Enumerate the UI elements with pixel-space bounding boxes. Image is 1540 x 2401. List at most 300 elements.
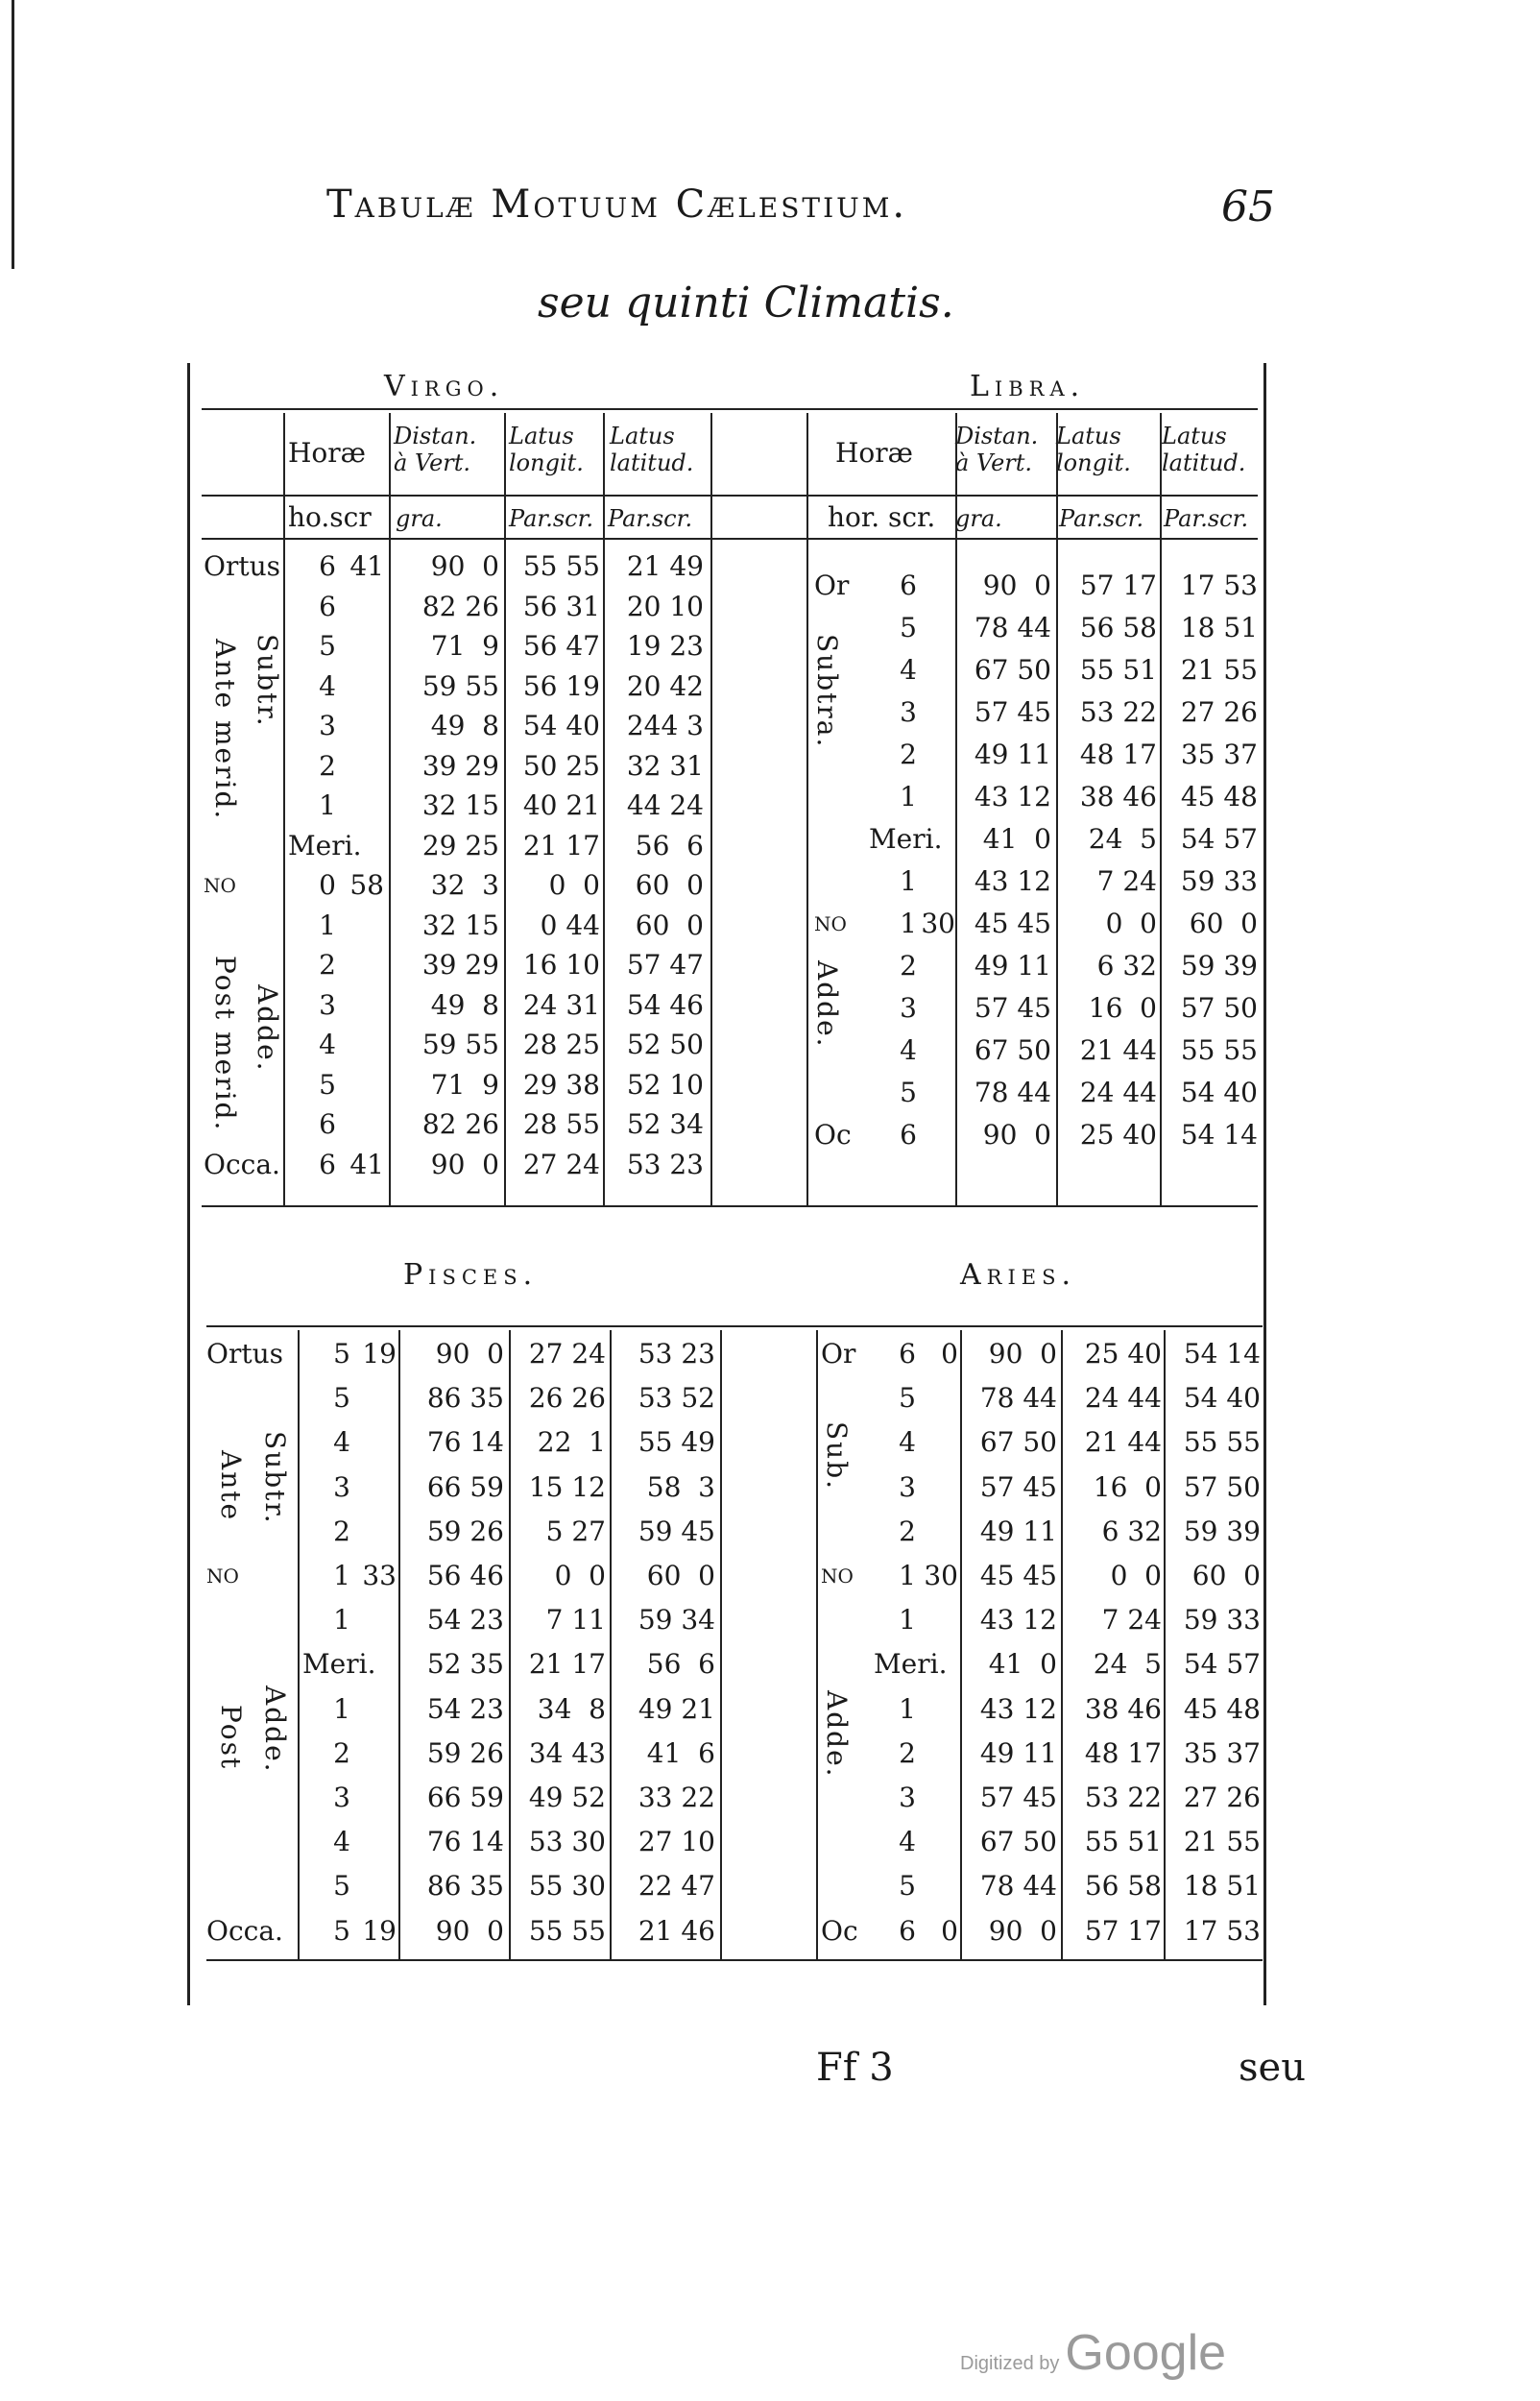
distance-cell: 49 8 [430,710,499,741]
minute-cell: 0 [941,1915,958,1947]
side-label-post: Post [215,1705,247,1771]
vrule-l3 [509,1330,511,1959]
minute-cell: 58 [349,869,384,901]
hour-cell: 4 [333,1426,350,1458]
vrule-l4 [610,1330,612,1959]
latus-latitud-cell: 60 0 [1191,1560,1261,1591]
distance-cell: 90 0 [435,1915,504,1947]
distance-cell: 32 3 [430,869,499,901]
latus-latitud-cell: 20 42 [626,670,704,702]
unit-gra-left: gra. [396,505,443,532]
distance-cell: 86 35 [426,1382,504,1414]
distance-cell: 54 23 [426,1604,504,1636]
hour-cell: 3 [900,696,917,728]
latus-latitud-cell: 32 31 [626,750,704,782]
hour-cell: 1 [899,1560,916,1591]
latus-latitud-cell: 58 3 [646,1471,715,1503]
page-number: 65 [1221,182,1275,231]
hour-cell: 5 [333,1338,350,1370]
distance-cell: 90 0 [988,1338,1057,1370]
hour-cell: 5 [319,1069,336,1101]
hour-cell: 5 [333,1382,350,1414]
col-longit-right: Latus longit. [1056,423,1131,476]
latus-longit-cell: 55 55 [522,550,600,582]
hour-cell: 4 [319,1029,336,1060]
hour-cell: 5 [333,1870,350,1902]
latus-longit-cell: 25 40 [1084,1338,1162,1370]
distance-cell: 49 11 [974,739,1051,770]
rule-top [202,408,1258,410]
latus-longit-cell: 50 25 [522,750,600,782]
distance-cell: 90 0 [430,1149,499,1180]
latus-latitud-cell: 45 48 [1183,1693,1261,1725]
latus-longit-cell: 24 31 [522,989,600,1021]
col-horae-left: Horæ [288,437,366,469]
latus-latitud-cell: 52 10 [626,1069,704,1101]
hour-cell: 2 [900,950,917,982]
row-label: Ortus [206,1338,283,1370]
hour-cell: 1 [319,789,336,821]
distance-cell: 41 0 [988,1648,1057,1680]
hour-cell: 4 [319,670,336,702]
latus-latitud-cell: 60 0 [635,909,704,941]
latus-longit-cell: 53 30 [528,1826,606,1857]
distance-cell: 52 35 [426,1648,504,1680]
minute-cell: 0 [941,1338,958,1370]
latus-latitud-cell: 60 0 [1189,908,1258,939]
hour-cell: 5 [333,1915,350,1947]
rule-header [202,495,1258,497]
hour-cell: Meri. [874,1648,948,1680]
latus-longit-cell: 55 55 [528,1915,606,1947]
vrule-u1 [283,413,285,1205]
latus-latitud-cell: 59 33 [1180,865,1258,897]
hour-cell: 5 [899,1870,916,1902]
latus-longit-cell: 55 51 [1079,654,1157,686]
distance-cell: 76 14 [426,1426,504,1458]
vrule-l7 [960,1330,962,1959]
catchword: seu [1239,2046,1306,2090]
distance-cell: 49 11 [979,1737,1057,1769]
rule-lower-top [206,1325,1263,1327]
latus-latitud-cell: 57 47 [626,949,704,981]
latus-longit-cell: 24 5 [1088,823,1157,855]
row-label: NO [204,874,236,897]
latus-longit-cell: 0 0 [1110,1560,1162,1591]
latus-longit-cell: 56 31 [522,591,600,622]
latus-latitud-cell: 54 40 [1183,1382,1261,1414]
distance-cell: 76 14 [426,1826,504,1857]
vrule-l6 [816,1330,818,1959]
latus-longit-cell: 24 5 [1093,1648,1162,1680]
running-title: Tabulæ Motuum Cælestium. [326,182,908,227]
latus-latitud-cell: 35 37 [1183,1737,1261,1769]
vrule-l1 [298,1330,300,1959]
latus-longit-cell: 57 17 [1079,570,1157,601]
latus-latitud-cell: 55 49 [638,1426,715,1458]
side-label-sub: Sub. [821,1421,853,1492]
hour-cell: 1 [333,1560,350,1591]
latus-longit-cell: 25 40 [1079,1119,1157,1151]
latus-longit-cell: 34 8 [537,1693,606,1725]
row-label: Occa. [206,1915,283,1947]
latus-longit-cell: 21 17 [522,830,600,861]
hour-cell: 2 [899,1737,916,1769]
latus-latitud-cell: 27 26 [1183,1782,1261,1813]
latus-longit-cell: 0 0 [548,869,600,901]
sign-title-virgo: Virgo. [384,370,505,403]
latus-latitud-cell: 54 40 [1180,1077,1258,1108]
vrule-u5 [710,413,712,1205]
hour-cell: 2 [333,1516,350,1547]
distance-cell: 90 0 [982,570,1051,601]
sign-title-aries: Aries. [960,1258,1077,1292]
latus-latitud-cell: 56 6 [635,830,704,861]
vrule-l8 [1061,1330,1063,1959]
hour-cell: 4 [900,1034,917,1066]
latus-longit-cell: 7 24 [1101,1604,1162,1636]
distance-cell: 57 45 [974,992,1051,1024]
hour-cell: 1 [319,909,336,941]
hour-cell: 2 [900,739,917,770]
hour-cell: 0 [319,869,336,901]
latus-longit-cell: 0 0 [1105,908,1157,939]
latus-latitud-cell: 22 47 [638,1870,715,1902]
distance-cell: 86 35 [426,1870,504,1902]
latus-longit-cell: 48 17 [1079,739,1157,770]
side-label-post-merid: Post merid. [209,956,241,1132]
latus-latitud-cell: 59 45 [638,1516,715,1547]
distance-cell: 57 45 [979,1471,1057,1503]
latus-latitud-cell: 244 3 [626,710,704,741]
latus-longit-cell: 56 58 [1079,612,1157,643]
row-label: Occa. [204,1149,280,1180]
latus-latitud-cell: 18 51 [1180,612,1258,643]
latus-longit-cell: 34 43 [528,1737,606,1769]
distance-cell: 43 12 [979,1693,1057,1725]
latus-latitud-cell: 59 39 [1180,950,1258,982]
latus-longit-cell: 56 47 [522,630,600,662]
vrule-u4 [603,413,605,1205]
latus-longit-cell: 6 32 [1101,1516,1162,1547]
distance-cell: 90 0 [430,550,499,582]
latus-latitud-cell: 17 53 [1183,1915,1261,1947]
distance-cell: 43 12 [974,781,1051,812]
latus-longit-cell: 49 52 [528,1782,606,1813]
latus-longit-cell: 7 24 [1096,865,1157,897]
latus-longit-cell: 7 11 [545,1604,606,1636]
distance-cell: 57 45 [979,1782,1057,1813]
distance-cell: 67 50 [974,1034,1051,1066]
google-logo-text: Google [1065,2325,1227,2381]
latus-longit-cell: 6 32 [1096,950,1157,982]
latus-longit-cell: 0 0 [554,1560,606,1591]
latus-longit-cell: 38 46 [1084,1693,1162,1725]
hour-cell: Meri. [869,823,943,855]
distance-cell: 29 25 [421,830,499,861]
distance-cell: 59 26 [426,1737,504,1769]
latus-longit-cell: 48 17 [1084,1737,1162,1769]
row-label: Or [814,570,850,601]
latus-longit-cell: 53 22 [1079,696,1157,728]
distance-cell: 90 0 [982,1119,1051,1151]
distance-cell: 78 44 [974,1077,1051,1108]
latus-latitud-cell: 53 23 [626,1149,704,1180]
side-label-ante-merid: Ante merid. [209,639,241,821]
latus-longit-cell: 24 44 [1079,1077,1157,1108]
binding-edge [12,0,14,269]
latus-longit-cell: 24 44 [1084,1382,1162,1414]
side-label-adde-lower-left: Adde. [259,1686,291,1774]
vrule-u9 [1160,413,1162,1205]
hour-cell: 4 [333,1826,350,1857]
distance-cell: 78 44 [974,612,1051,643]
latus-latitud-cell: 44 24 [626,789,704,821]
distance-cell: 67 50 [979,1826,1057,1857]
latus-longit-cell: 56 58 [1084,1870,1162,1902]
distance-cell: 32 15 [421,789,499,821]
latus-latitud-cell: 57 50 [1183,1471,1261,1503]
hour-cell: 1 [900,781,917,812]
latus-longit-cell: 16 10 [522,949,600,981]
col-horae-right: Horæ [835,437,913,469]
latus-longit-cell: 55 30 [528,1870,606,1902]
latus-longit-cell: 57 17 [1084,1915,1162,1947]
side-label-subtr: Subtr. [252,634,283,728]
minute-cell: 19 [362,1338,397,1370]
hour-cell: 6 [900,570,917,601]
hour-cell: 2 [899,1516,916,1547]
distance-cell: 57 45 [974,696,1051,728]
latus-longit-cell: 21 44 [1079,1034,1157,1066]
hour-cell: 3 [333,1782,350,1813]
latus-latitud-cell: 27 26 [1180,696,1258,728]
distance-cell: 82 26 [421,591,499,622]
latus-longit-cell: 5 27 [545,1516,606,1547]
unit-par-longit-right: Par.scr. [1059,505,1144,532]
hour-cell: 2 [319,750,336,782]
hour-cell: 3 [319,989,336,1021]
latus-latitud-cell: 52 50 [626,1029,704,1060]
latus-latitud-cell: 54 57 [1183,1648,1261,1680]
minute-cell: 33 [362,1560,397,1591]
distance-cell: 78 44 [979,1870,1057,1902]
latus-longit-cell: 21 17 [528,1648,606,1680]
latus-latitud-cell: 54 14 [1183,1338,1261,1370]
latus-latitud-cell: 53 52 [638,1382,715,1414]
side-label-subt: Subtr. [259,1431,291,1525]
hour-cell: 6 [319,1108,336,1140]
side-label-adde-upper-left: Adde. [252,984,283,1073]
unit-par-longit-left: Par.scr. [509,505,594,532]
latus-latitud-cell: 53 23 [638,1338,715,1370]
hour-cell: Meri. [302,1648,376,1680]
hour-cell: 1 [333,1604,350,1636]
distance-cell: 71 9 [430,1069,499,1101]
latus-longit-cell: 0 44 [540,909,600,941]
subtitle: seu quinti Climatis. [538,279,954,327]
latus-latitud-cell: 27 10 [638,1826,715,1857]
latus-latitud-cell: 54 57 [1180,823,1258,855]
hour-cell: 3 [319,710,336,741]
latus-latitud-cell: 41 6 [646,1737,715,1769]
distance-cell: 45 45 [974,908,1051,939]
hour-cell: 1 [900,865,917,897]
distance-cell: 43 12 [979,1604,1057,1636]
distance-cell: 59 55 [421,1029,499,1060]
unit-gra-right: gra. [955,505,1002,532]
distance-cell: 59 55 [421,670,499,702]
minute-cell: 30 [921,908,955,939]
latus-longit-cell: 55 51 [1084,1826,1162,1857]
unit-horae-right: hor. scr. [828,501,936,533]
distance-cell: 59 26 [426,1516,504,1547]
hour-cell: 3 [899,1471,916,1503]
col-distan-left: Distan. à Vert. [394,423,477,476]
row-label: NO [206,1564,239,1588]
hour-cell: 3 [899,1782,916,1813]
latus-latitud-cell: 49 21 [638,1693,715,1725]
distance-cell: 54 23 [426,1693,504,1725]
unit-par-latitud-left: Par.scr. [608,505,693,532]
distance-cell: 66 59 [426,1471,504,1503]
hour-cell: 5 [900,1077,917,1108]
hour-cell: 3 [333,1471,350,1503]
vrule-l2 [398,1330,400,1959]
distance-cell: 39 29 [421,750,499,782]
row-label: Oc [814,1119,852,1151]
row-label: Oc [821,1915,858,1947]
rule-upper-bottom [202,1205,1258,1207]
vrule-u3 [504,413,506,1205]
distance-cell: 67 50 [974,654,1051,686]
hour-cell: Meri. [288,830,362,861]
distance-cell: 71 9 [430,630,499,662]
latus-latitud-cell: 56 6 [646,1648,715,1680]
col-distan-right: Distan. à Vert. [955,423,1039,476]
distance-cell: 39 29 [421,949,499,981]
hour-cell: 3 [900,992,917,1024]
latus-longit-cell: 27 24 [528,1338,606,1370]
col-latitud-left: Latus latitud. [610,423,694,476]
unit-horae-left: ho.scr [288,501,372,533]
hour-cell: 6 [319,550,336,582]
distance-cell: 66 59 [426,1782,504,1813]
minute-cell: 41 [349,1149,384,1180]
distance-cell: 49 11 [974,950,1051,982]
distance-cell: 90 0 [988,1915,1057,1947]
side-label-adde-lower-right: Adde. [821,1690,853,1779]
row-label: Or [821,1338,856,1370]
distance-cell: 56 46 [426,1560,504,1591]
latus-latitud-cell: 55 55 [1180,1034,1258,1066]
latus-longit-cell: 27 24 [522,1149,600,1180]
distance-cell: 49 8 [430,989,499,1021]
distance-cell: 32 15 [421,909,499,941]
latus-longit-cell: 38 46 [1079,781,1157,812]
watermark [960,2324,1226,2382]
hour-cell: 4 [899,1426,916,1458]
latus-latitud-cell: 55 55 [1183,1426,1261,1458]
unit-par-latitud-right: Par.scr. [1164,505,1249,532]
latus-latitud-cell: 45 48 [1180,781,1258,812]
latus-latitud-cell: 21 55 [1180,654,1258,686]
minute-cell: 41 [349,550,384,582]
latus-longit-cell: 28 55 [522,1108,600,1140]
latus-longit-cell: 26 26 [528,1382,606,1414]
latus-latitud-cell: 17 53 [1180,570,1258,601]
minute-cell: 19 [362,1915,397,1947]
hour-cell: 1 [333,1693,350,1725]
distance-cell: 78 44 [979,1382,1057,1414]
latus-longit-cell: 56 19 [522,670,600,702]
row-label: NO [814,912,847,935]
hour-cell: 5 [900,612,917,643]
hour-cell: 6 [319,1149,336,1180]
latus-latitud-cell: 59 33 [1183,1604,1261,1636]
sign-title-pisces: Pisces. [403,1258,539,1292]
hour-cell: 6 [900,1119,917,1151]
distance-cell: 41 0 [982,823,1051,855]
rule-units [202,538,1258,540]
minute-cell: 30 [924,1560,958,1591]
latus-latitud-cell: 59 39 [1183,1516,1261,1547]
hour-cell: 2 [319,949,336,981]
latus-latitud-cell: 21 55 [1183,1826,1261,1857]
col-longit-left: Latus longit. [509,423,584,476]
row-label: NO [821,1564,854,1588]
hour-cell: 1 [899,1693,916,1725]
latus-longit-cell: 22 1 [537,1426,606,1458]
latus-latitud-cell: 54 46 [626,989,704,1021]
latus-latitud-cell: 52 34 [626,1108,704,1140]
latus-latitud-cell: 33 22 [638,1782,715,1813]
hour-cell: 5 [899,1382,916,1414]
latus-longit-cell: 54 40 [522,710,600,741]
distance-cell: 82 26 [421,1108,499,1140]
latus-latitud-cell: 35 37 [1180,739,1258,770]
latus-latitud-cell: 19 23 [626,630,704,662]
hour-cell: 4 [900,654,917,686]
watermark-prefix: Digitized by [960,2353,1060,2374]
latus-latitud-cell: 21 49 [626,550,704,582]
col-latitud-right: Latus latitud. [1162,423,1246,476]
latus-latitud-cell: 60 0 [646,1560,715,1591]
signature-mark: Ff 3 [816,2046,894,2090]
hour-cell: 5 [319,630,336,662]
rule-lower-bottom [206,1959,1263,1961]
distance-cell: 90 0 [435,1338,504,1370]
latus-longit-cell: 16 0 [1088,992,1157,1024]
latus-longit-cell: 21 44 [1084,1426,1162,1458]
vrule-u2 [389,413,391,1205]
distance-cell: 43 12 [974,865,1051,897]
hour-cell: 1 [899,1604,916,1636]
side-label-ante: Ante [215,1450,247,1522]
vrule-u6 [806,413,808,1205]
vrule-l9 [1164,1330,1166,1959]
hour-cell: 6 [899,1338,916,1370]
latus-longit-cell: 28 25 [522,1029,600,1060]
hour-cell: 1 [900,908,917,939]
side-label-adde-upper-right: Adde. [811,960,843,1049]
hour-cell: 4 [899,1826,916,1857]
row-label: Ortus [204,550,280,582]
hour-cell: 6 [899,1915,916,1947]
latus-latitud-cell: 54 14 [1180,1119,1258,1151]
latus-latitud-cell: 21 46 [638,1915,715,1947]
latus-latitud-cell: 57 50 [1180,992,1258,1024]
